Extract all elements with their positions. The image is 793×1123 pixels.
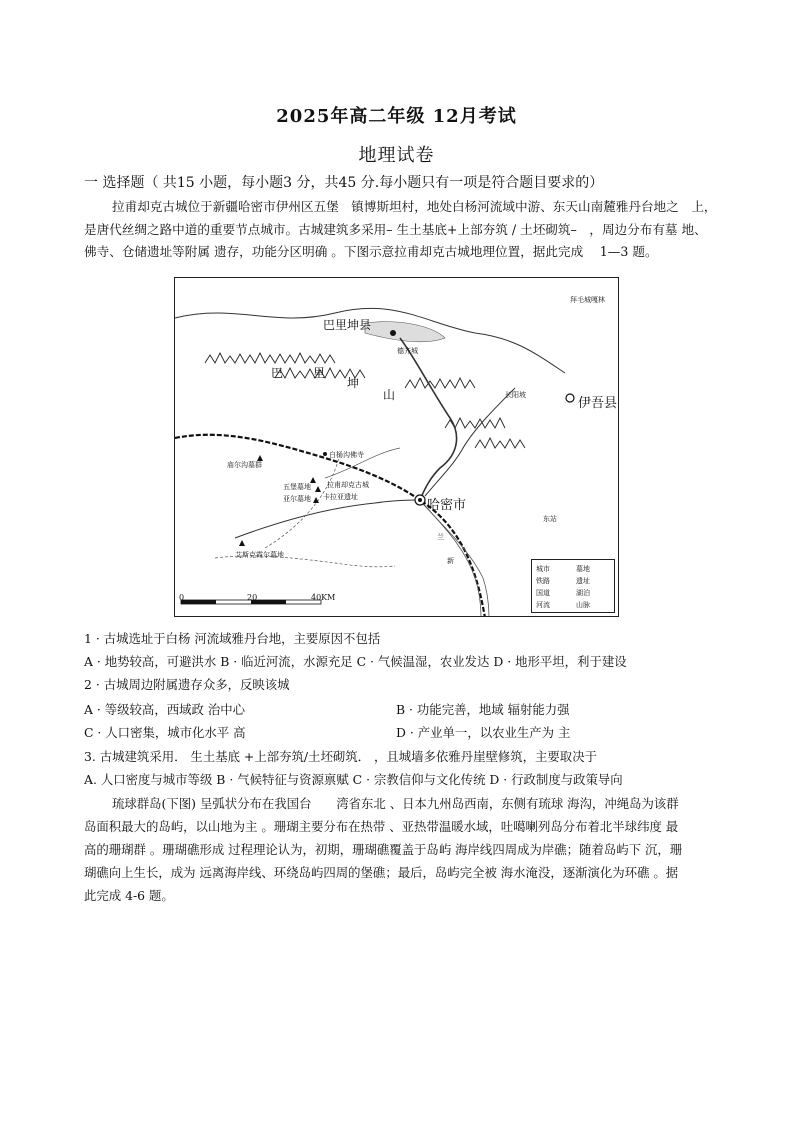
map-label-tomb: 五堡墓地 [283,483,311,491]
map-label-small: 长阳坡 [505,391,526,399]
legend-mountain: 山脉 [576,601,590,609]
map-label-ruin: 卡拉亚遗址 [323,493,358,501]
q1-options: A · 地势较高，可避洪水 B · 临近河流，水源充足 C · 气候温湿，农业发达 D · 地形平坦，利于建设 [84,654,627,669]
map-legend [531,559,615,613]
intro2-line: 此完成 4-6 题。 [84,888,174,903]
map-label-barkol-mtn: 山 [383,388,396,402]
map-label-barkol-mtn: 坤 [347,376,360,390]
map-label-vertical: 兰 [437,533,444,541]
map-label-barkol-mtn: 巴 [271,366,284,380]
legend-city: 城市 [536,565,550,573]
map-label-barkol-county: 巴里坤县 [323,318,372,332]
q3-stem: 3. 古城建筑采用． 生土基底 +上部夯筑/土坯砌筑． ，且城墙多依雅丹崖壁修筑，主要取决于 [84,749,597,764]
legend-road: 国道 [536,589,550,597]
legend-river: 河流 [536,601,550,609]
map-label-lafuqueke: 拉甫却克古城 [327,481,369,489]
map-label-east: 东站 [543,515,557,523]
legend-tomb: 墓地 [576,565,590,573]
intro2-line: 琉球群岛(下图) 呈弧状分布在我国台 湾省东北 、日本九州岛西南，东侧有琉球 海沟，冲绳岛为该群 [112,796,679,811]
intro1-line: 佛寺、仓储遗址等附属 遗存，功能分区明确 。下图示意拉甫却克古城地理位置，据此完成 1—3 题。 [84,244,658,259]
map-label-tomb: 亚尔墓地 [283,495,311,503]
intro1-line: 拉甫却克古城位于新疆哈密市伊州区五堡 镇博斯坦村，地处白杨河流域中游、东天山南麓雅丹台地之 上， [112,199,717,214]
scale-zero: 0 [179,593,185,602]
map-label-vertical: 新 [447,557,454,565]
legend-ruin: 遗址 [576,577,590,585]
map-label-baiyang-temple: 白杨沟佛寺 [329,451,364,459]
map-label-small: 德齐城 [397,347,418,355]
intro2-line: 岛面积最大的岛屿，以山地为主 。珊瑚主要分布在热带 、亚热带温暖水域，吐噶喇列岛分布着北半球纬度 最 [84,819,679,834]
location-map [174,277,619,617]
map-label-desert: 艾斯克霞尔墓地 [235,551,284,559]
q1-stem: 1 · 古城选址于白杨 河流域雅丹台地，主要原因不包括 [84,631,381,646]
q2-option-b: B · 功能完善，地域 辐射能力强 [396,702,570,717]
scale-forty: 40KM [311,593,336,602]
q3-options: A. 人口密度与城市等级 B · 气候特征与资源禀赋 C · 宗教信仰与文化传统 D · 行政制度与政策导向 [84,772,623,787]
map-label-barkol-mtn: 里 [313,366,326,380]
legend-railway: 铁路 [536,577,550,585]
intro1-line: 是唐代丝绸之路中道的重要节点城市。古城建筑多采用– 生土基底+上部夯筑 / 土坯砌筑– ，周边分布有墓 地、 [84,222,707,237]
q2-stem: 2 · 古城周边附属遗存众多，反映该城 [84,677,290,692]
subject-title: 地理试卷 [358,145,435,166]
q2-option-d: D · 产业单一，以农业生产为 主 [396,725,571,740]
map-label-tomb: 庙尔沟墓群 [227,461,262,469]
scale-twenty: 20 [247,593,258,602]
exam-title: 2025年高二年级 12月考试 [276,106,517,127]
q2-option-a: A · 等级较高，西域政 治中心 [84,702,245,717]
q2-option-c: C · 人口密集，城市化水平 高 [84,725,246,740]
map-label-yiwu: 伊吾县 [578,396,618,411]
legend-lake: 湖泊 [576,589,590,597]
map-label-hami: 哈密市 [427,498,467,513]
intro2-line: 瑚礁向上生长，成为 远离海岸线、环绕岛屿四周的堡礁；最后，岛屿完全被 海水淹没，逐渐演化为环礁 。据 [84,865,679,880]
map-label-top-right: 拜毛城嘎林 [570,296,605,304]
section-heading: 一 选择题（ 共15 小题，每小题3 分，共45 分.每小题只有一项是符合题目要求的） [84,175,604,191]
intro2-line: 高的珊瑚群 。珊瑚礁形成 过程理论认为，初期，珊瑚礁覆盖于岛屿 海岸线四周成为岸礁；随着岛屿下 沉，珊 [84,842,683,857]
